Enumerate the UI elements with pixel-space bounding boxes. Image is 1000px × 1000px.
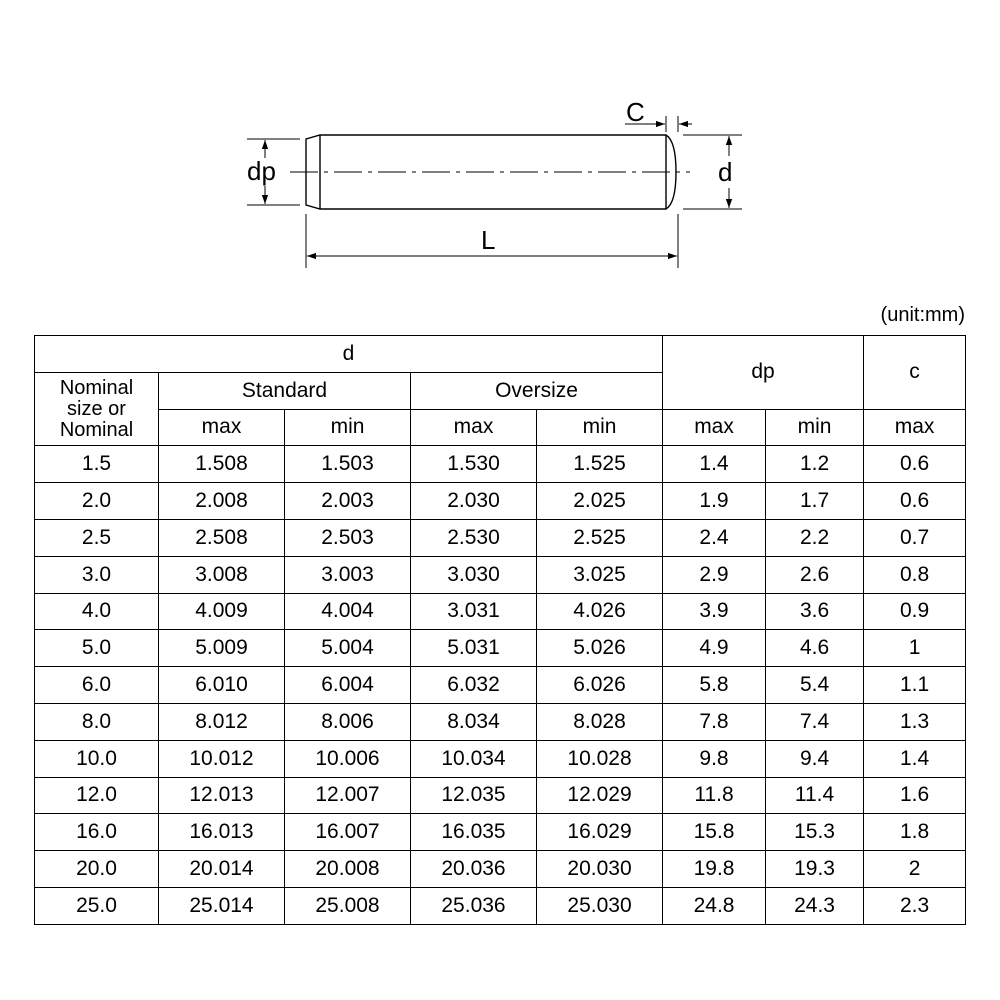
- cell-oversize-min: 10.028: [537, 740, 663, 777]
- cell-oversize-min: 2.025: [537, 483, 663, 520]
- cell-c-max: 0.9: [864, 593, 966, 630]
- nominal-line-3: Nominal: [59, 418, 134, 441]
- cell-oversize-min: 5.026: [537, 630, 663, 667]
- cell-oversize-max: 12.035: [411, 777, 537, 814]
- cell-nominal: 1.5: [35, 446, 159, 483]
- label-d: d: [718, 157, 733, 187]
- cell-standard-max: 25.014: [159, 887, 285, 924]
- cell-dp-max: 11.8: [663, 777, 766, 814]
- table-row: [35, 519, 966, 556]
- cell-standard-min: 16.007: [285, 814, 411, 851]
- cell-dp-max: 19.8: [663, 851, 766, 888]
- cell-dp-max: 2.4: [663, 519, 766, 556]
- cell-c-max: 1.3: [864, 703, 966, 740]
- cell-standard-max: 16.013: [159, 814, 285, 851]
- table-row: [35, 814, 966, 851]
- dimension-table: [34, 335, 966, 925]
- cell-standard-max: 2.508: [159, 519, 285, 556]
- cell-dp-min: 7.4: [766, 703, 864, 740]
- cell-dp-min: 3.6: [766, 593, 864, 630]
- header-nominal: [35, 372, 159, 446]
- cell-standard-min: 10.006: [285, 740, 411, 777]
- header-c-max: max: [864, 409, 966, 446]
- cell-standard-max: 20.014: [159, 851, 285, 888]
- cell-oversize-min: 12.029: [537, 777, 663, 814]
- cell-oversize-max: 1.530: [411, 446, 537, 483]
- header-standard: Standard: [159, 372, 411, 409]
- header-row-1: [35, 336, 966, 373]
- cell-oversize-max: 3.030: [411, 556, 537, 593]
- cell-nominal: 5.0: [35, 630, 159, 667]
- cell-standard-max: 6.010: [159, 667, 285, 704]
- cell-oversize-max: 3.031: [411, 593, 537, 630]
- cell-oversize-min: 16.029: [537, 814, 663, 851]
- cell-dp-max: 15.8: [663, 814, 766, 851]
- cell-c-max: 0.6: [864, 483, 966, 520]
- header-row-3: [35, 409, 966, 446]
- cell-c-max: 0.6: [864, 446, 966, 483]
- cell-oversize-max: 10.034: [411, 740, 537, 777]
- cell-oversize-max: 16.035: [411, 814, 537, 851]
- cell-nominal: 20.0: [35, 851, 159, 888]
- cell-standard-max: 5.009: [159, 630, 285, 667]
- header-dp-min: min: [766, 409, 864, 446]
- cell-standard-max: 10.012: [159, 740, 285, 777]
- pin-dimension-drawing: [0, 0, 1000, 300]
- cell-c-max: 0.8: [864, 556, 966, 593]
- nominal-line-1: Nominal: [59, 376, 134, 399]
- cell-c-max: 1.1: [864, 667, 966, 704]
- cell-nominal: 12.0: [35, 777, 159, 814]
- table-row: [35, 483, 966, 520]
- cell-oversize-min: 6.026: [537, 667, 663, 704]
- header-dp: dp: [663, 336, 864, 410]
- table-row: [35, 667, 966, 704]
- cell-c-max: 2: [864, 851, 966, 888]
- cell-dp-min: 4.6: [766, 630, 864, 667]
- cell-standard-min: 1.503: [285, 446, 411, 483]
- cell-standard-max: 8.012: [159, 703, 285, 740]
- cell-standard-min: 5.004: [285, 630, 411, 667]
- cell-nominal: 6.0: [35, 667, 159, 704]
- cell-dp-max: 5.8: [663, 667, 766, 704]
- cell-standard-min: 6.004: [285, 667, 411, 704]
- cell-oversize-max: 6.032: [411, 667, 537, 704]
- cell-oversize-max: 25.036: [411, 887, 537, 924]
- cell-standard-min: 3.003: [285, 556, 411, 593]
- cell-nominal: 8.0: [35, 703, 159, 740]
- cell-nominal: 4.0: [35, 593, 159, 630]
- header-dp-max: max: [663, 409, 766, 446]
- cell-dp-min: 19.3: [766, 851, 864, 888]
- cell-standard-min: 2.003: [285, 483, 411, 520]
- cell-standard-min: 20.008: [285, 851, 411, 888]
- cell-standard-max: 3.008: [159, 556, 285, 593]
- cell-dp-max: 1.9: [663, 483, 766, 520]
- cell-oversize-min: 25.030: [537, 887, 663, 924]
- cell-standard-min: 8.006: [285, 703, 411, 740]
- cell-nominal: 2.5: [35, 519, 159, 556]
- cell-nominal: 16.0: [35, 814, 159, 851]
- header-c: c: [864, 336, 966, 410]
- cell-dp-min: 9.4: [766, 740, 864, 777]
- label-c: C: [626, 97, 645, 127]
- cell-standard-max: 1.508: [159, 446, 285, 483]
- cell-oversize-min: 2.525: [537, 519, 663, 556]
- cell-oversize-max: 2.530: [411, 519, 537, 556]
- cell-c-max: 0.7: [864, 519, 966, 556]
- cell-oversize-max: 5.031: [411, 630, 537, 667]
- table-row: [35, 593, 966, 630]
- unit-note: (unit:mm): [880, 304, 965, 326]
- cell-oversize-min: 8.028: [537, 703, 663, 740]
- cell-oversize-max: 8.034: [411, 703, 537, 740]
- cell-oversize-min: 4.026: [537, 593, 663, 630]
- table-row: [35, 740, 966, 777]
- cell-dp-max: 4.9: [663, 630, 766, 667]
- cell-dp-min: 2.2: [766, 519, 864, 556]
- cell-dp-min: 1.7: [766, 483, 864, 520]
- table-row: [35, 630, 966, 667]
- header-d: d: [35, 336, 663, 373]
- cell-oversize-min: 3.025: [537, 556, 663, 593]
- cell-dp-min: 11.4: [766, 777, 864, 814]
- cell-nominal: 10.0: [35, 740, 159, 777]
- cell-dp-min: 2.6: [766, 556, 864, 593]
- table-row: [35, 556, 966, 593]
- header-oversize-max: max: [411, 409, 537, 446]
- cell-dp-min: 1.2: [766, 446, 864, 483]
- cell-oversize-min: 1.525: [537, 446, 663, 483]
- cell-standard-max: 12.013: [159, 777, 285, 814]
- table-row: [35, 851, 966, 888]
- cell-oversize-max: 2.030: [411, 483, 537, 520]
- cell-nominal: 2.0: [35, 483, 159, 520]
- cell-c-max: 1.6: [864, 777, 966, 814]
- cell-standard-min: 4.004: [285, 593, 411, 630]
- cell-nominal: 3.0: [35, 556, 159, 593]
- cell-c-max: 2.3: [864, 887, 966, 924]
- cell-dp-max: 2.9: [663, 556, 766, 593]
- cell-nominal: 25.0: [35, 887, 159, 924]
- cell-c-max: 1: [864, 630, 966, 667]
- cell-dp-max: 9.8: [663, 740, 766, 777]
- header-standard-min: min: [285, 409, 411, 446]
- cell-dp-max: 7.8: [663, 703, 766, 740]
- cell-dp-max: 24.8: [663, 887, 766, 924]
- label-dp: dp: [247, 156, 276, 186]
- cell-standard-min: 2.503: [285, 519, 411, 556]
- header-oversize: Oversize: [411, 372, 663, 409]
- cell-standard-min: 12.007: [285, 777, 411, 814]
- cell-dp-max: 3.9: [663, 593, 766, 630]
- cell-standard-max: 2.008: [159, 483, 285, 520]
- cell-standard-max: 4.009: [159, 593, 285, 630]
- cell-c-max: 1.8: [864, 814, 966, 851]
- header-standard-max: max: [159, 409, 285, 446]
- table-row: [35, 446, 966, 483]
- cell-oversize-min: 20.030: [537, 851, 663, 888]
- table-row: [35, 887, 966, 924]
- cell-dp-min: 24.3: [766, 887, 864, 924]
- table-row: [35, 703, 966, 740]
- cell-standard-min: 25.008: [285, 887, 411, 924]
- cell-dp-max: 1.4: [663, 446, 766, 483]
- label-l: L: [481, 225, 496, 255]
- cell-dp-min: 15.3: [766, 814, 864, 851]
- cell-c-max: 1.4: [864, 740, 966, 777]
- cell-oversize-max: 20.036: [411, 851, 537, 888]
- cell-dp-min: 5.4: [766, 667, 864, 704]
- table-row: [35, 777, 966, 814]
- nominal-line-2: size or: [67, 397, 126, 420]
- header-oversize-min: min: [537, 409, 663, 446]
